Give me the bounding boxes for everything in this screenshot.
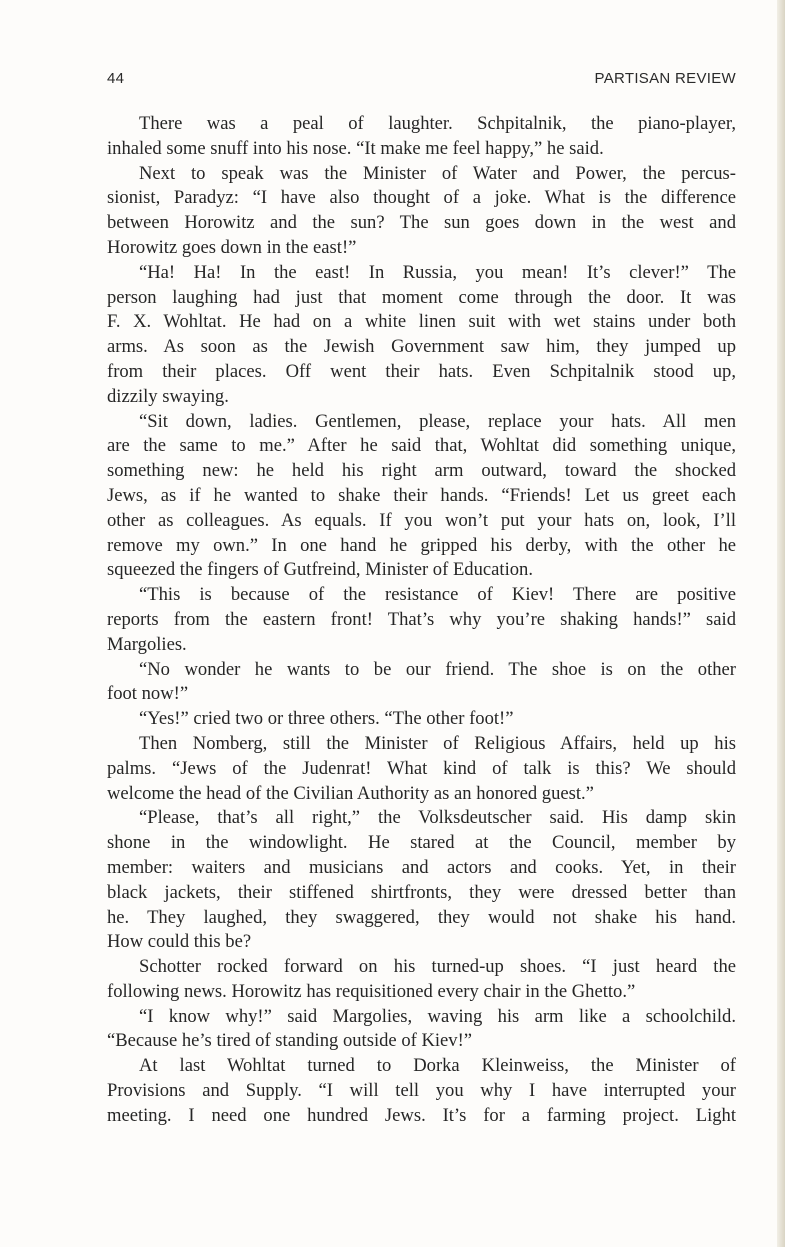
text-line: “I know why!” said Margolies, waving his arm like a schoolchild. — [139, 1005, 736, 1027]
running-header — [107, 70, 736, 90]
text-line: Provisions and Supply. “I will tell you why I have interrupted your — [107, 1080, 736, 1102]
paragraph — [107, 162, 736, 261]
paragraph — [107, 955, 736, 1005]
text-line: Then Nomberg, still the Minister of Religious Affairs, held up his — [139, 732, 736, 754]
text-line: Jews, as if he wanted to shake their hands. “Friends! Let us greet each — [107, 484, 736, 506]
text-line: F. X. Wohltat. He had on a white linen suit with wet stains under both — [107, 311, 736, 333]
text-line: Schotter rocked forward on his turned-up shoes. “I just heard the — [139, 956, 736, 978]
text-line: “Sit down, ladies. Gentlemen, please, replace your hats. All men — [139, 410, 736, 432]
text-line: There was a peal of laughter. Schpitalnik, the piano-player, — [139, 113, 736, 134]
text-line: Horowitz goes down in the east!” — [107, 236, 357, 258]
journal-title: PARTISAN REVIEW — [594, 70, 736, 87]
article-body — [107, 112, 736, 1129]
paragraph — [107, 261, 736, 410]
text-line: remove my own.” In one hand he gripped his derby, with the other he — [107, 534, 736, 556]
text-line: Next to speak was the Minister of Water and Power, the percus- — [139, 162, 736, 184]
page-number: 44 — [107, 70, 125, 87]
paragraph — [107, 806, 736, 955]
text-line: person laughing had just that moment come through the door. It was — [107, 286, 736, 308]
text-line: member: waiters and musicians and actors and cooks. Yet, in their — [107, 856, 736, 878]
text-line: How could this be? — [107, 931, 252, 953]
text-line: Margolies. — [107, 633, 187, 655]
text-line: following news. Horowitz has requisitioned every chair in the Ghetto.” — [107, 980, 636, 1002]
text-line: “Yes!” cried two or three others. “The other foot!” — [139, 708, 514, 730]
text-line: something new: he held his right arm outward, toward the shocked — [107, 460, 736, 482]
paragraph — [107, 658, 736, 708]
paragraph — [107, 1005, 736, 1055]
text-line: welcome the head of the Civilian Authority as an honored guest.” — [107, 782, 594, 804]
paragraph — [107, 732, 736, 806]
text-line: dizzily swaying. — [107, 385, 229, 407]
text-line: “Because he’s tired of standing outside of Kiev!” — [107, 1030, 473, 1052]
text-line: At last Wohltat turned to Dorka Kleinweiss, the Minister of — [139, 1055, 736, 1077]
text-line: foot now!” — [107, 683, 189, 705]
paragraph — [107, 1054, 736, 1128]
text-line: from their places. Off went their hats. Even Schpitalnik stood up, — [107, 360, 736, 382]
paragraph — [107, 707, 736, 732]
text-line: “Please, that’s all right,” the Volksdeutscher said. His damp skin — [139, 807, 736, 829]
text-line: meeting. I need one hundred Jews. It’s for a farming project. Light — [107, 1104, 736, 1126]
text-line: sionist, Paradyz: “I have also thought of a joke. What is the difference — [107, 187, 736, 209]
paragraph — [107, 583, 736, 657]
text-line: reports from the eastern front! That’s why you’re shaking hands!” said — [107, 608, 736, 630]
paragraph — [107, 112, 736, 162]
text-line: arms. As soon as the Jewish Government saw him, they jumped up — [107, 336, 736, 358]
text-line: he. They laughed, they swaggered, they would not shake his hand. — [107, 906, 736, 928]
text-line: other as colleagues. As equals. If you won’t put your hats on, look, I’ll — [107, 509, 736, 531]
text-line: squeezed the fingers of Gutfreind, Minister of Education. — [107, 559, 533, 581]
paragraph — [107, 410, 736, 584]
text-line: are the same to me.” After he said that, Wohltat did something unique, — [107, 435, 736, 457]
text-line: “No wonder he wants to be our friend. The shoe is on the other — [139, 658, 736, 680]
text-line: inhaled some snuff into his nose. “It make me feel happy,” he said. — [107, 137, 604, 159]
text-line: palms. “Jews of the Judenrat! What kind of talk is this? We should — [107, 757, 736, 779]
text-line: “Ha! Ha! In the east! In Russia, you mean! It’s clever!” The — [139, 261, 736, 283]
page-edge-shadow — [777, 0, 785, 1247]
text-line: between Horowitz and the sun? The sun goes down in the west and — [107, 212, 736, 234]
text-line: “This is because of the resistance of Kiev! There are positive — [139, 584, 736, 606]
text-line: shone in the windowlight. He stared at the Council, member by — [107, 832, 736, 854]
text-line: black jackets, their stiffened shirtfronts, they were dressed better than — [107, 881, 736, 903]
